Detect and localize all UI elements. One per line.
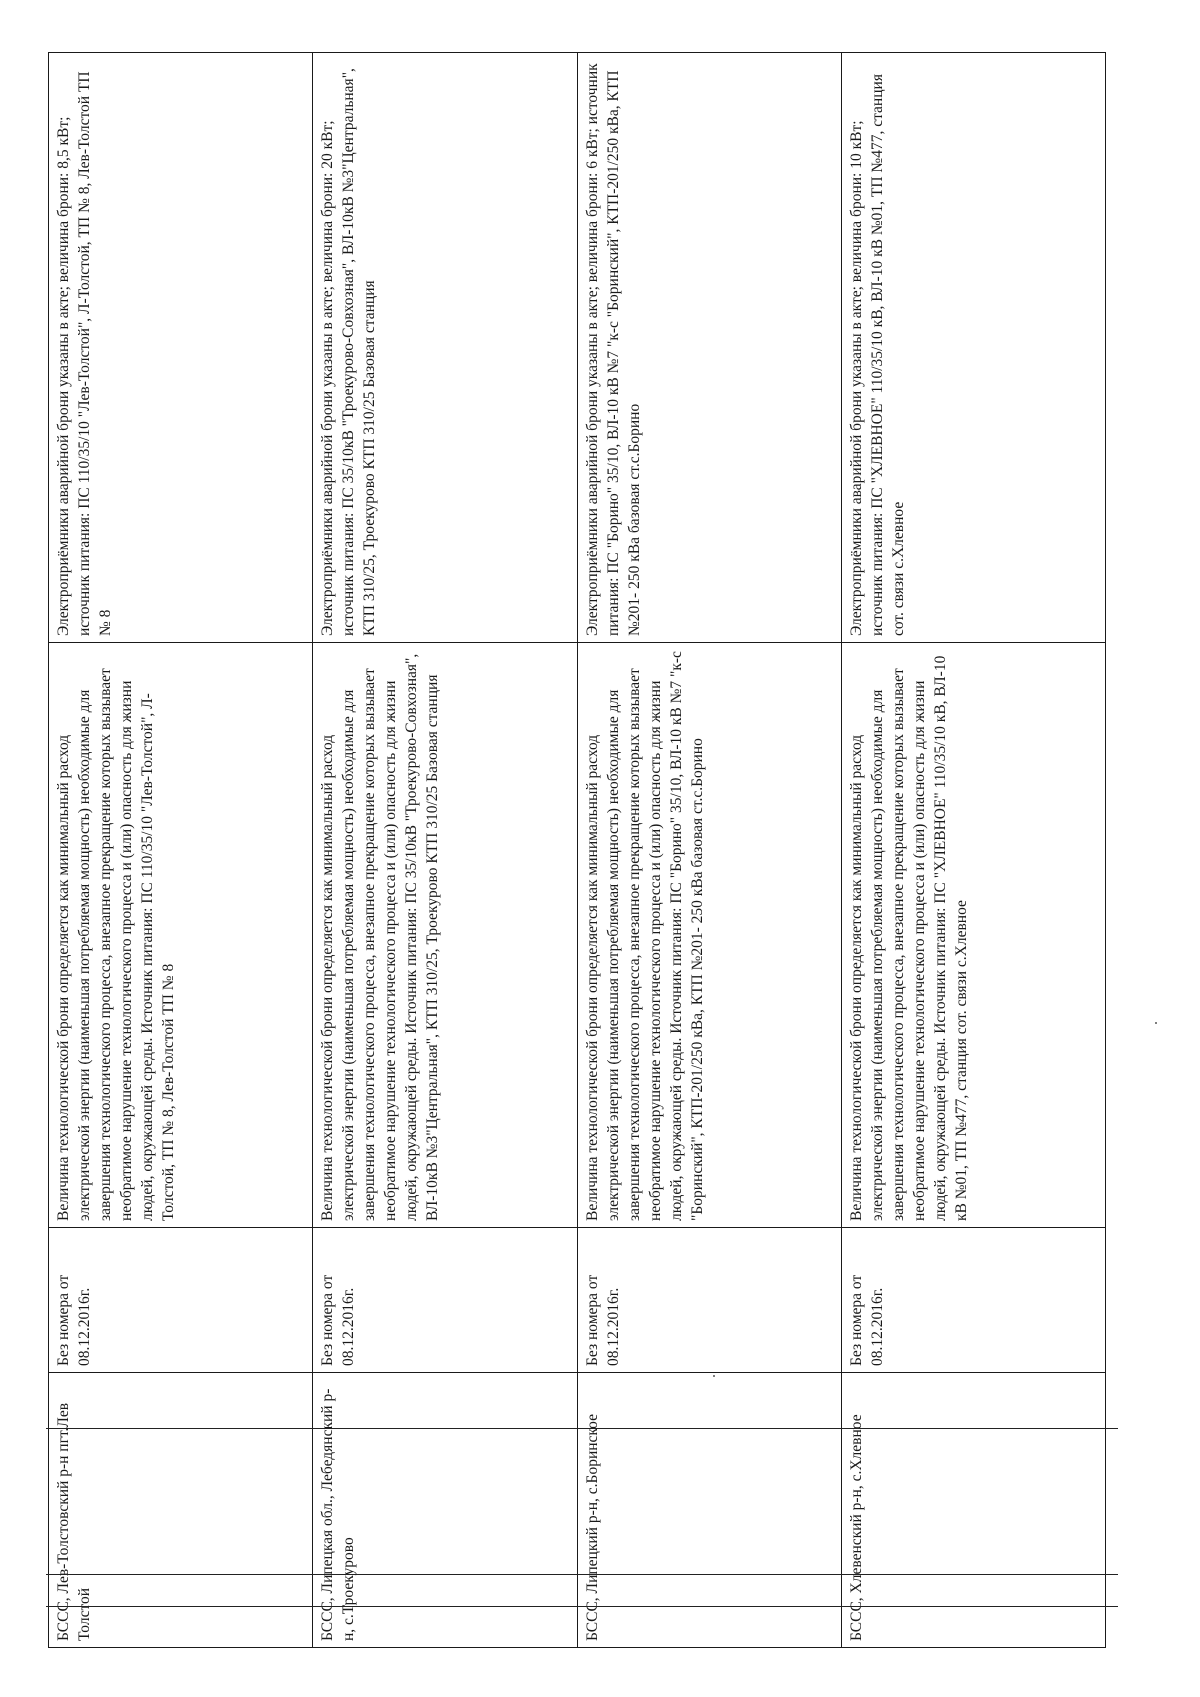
act-cell: Без номера от 08.12.2016г.: [577, 1228, 841, 1373]
scan-speck: [1155, 1022, 1157, 1024]
table-row: [577, 53, 841, 1648]
bottom-rule-3: [46, 1606, 1118, 1607]
scan-speck: [713, 1375, 715, 1377]
note-cell: Электроприёмники аварийной брони указаны в акте; величина брони: 6 кВт; источник питания: ПС "Борино" 35/10, ВЛ-10 кВ №7 "к-с "Боринский", КТП-201/250 кВа, КТП №201- 250 кВа базовая ст.с.Борино: [577, 53, 841, 643]
bottom-rule-1: [46, 1428, 1118, 1429]
description-cell: Величина технологической брони определяется как минимальный расход электрической энергии (наименьшая потребляемая мощность) необходимые для завершения технологического процесса, внезапное прекращение которых вызывает необратимое нарушение технологического процесса и (или) опасность для жизни людей, окружающей среды. Источник питания: ПС 35/10кВ "Троекурово-Совхозная", ВЛ-10кВ №3"Центральная", КТП 310/25, Троекурово КТП 310/25 Базовая станция: [313, 643, 577, 1228]
note-cell: Электроприёмники аварийной брони указаны в акте; величина брони: 10 кВт; источник питания: ПС "ХЛЕВНОЕ" 110/35/10 кВ, ВЛ-10 кВ №01, ТП №477, станция сот. связи с.Хлевное: [841, 53, 1105, 643]
object-cell: БССС, Хлевенский р-н, с.Хлевное: [841, 1373, 1105, 1648]
table-row: [313, 53, 577, 1648]
act-cell: Без номера от 08.12.2016г.: [313, 1228, 577, 1373]
table-row: [841, 53, 1105, 1648]
object-cell: БССС, Липецкий р-н, с.Боринское: [577, 1373, 841, 1648]
object-cell: БССС, Лев-Толстовский р-н пгт.Лев Толстой: [49, 1373, 313, 1648]
description-cell: Величина технологической брони определяется как минимальный расход электрической энергии (наименьшая потребляемая мощность) необходимые для завершения технологического процесса, внезапное прекращение которых вызывает необратимое нарушение технологического процесса и (или) опасность для жизни людей, окружающей среды. Источник питания: ПС "Борино" 35/10, ВЛ-10 кВ №7 "к-с "Боринский", КТП-201/250 кВа, КТП №201- 250 кВа базовая ст.с.Борино: [577, 643, 841, 1228]
act-cell: Без номера от 08.12.2016г.: [841, 1228, 1105, 1373]
act-cell: Без номера от 08.12.2016г.: [49, 1228, 313, 1373]
object-cell: БССС, Липецкая обл., Лебедянский р-н, с.Троекурово: [313, 1373, 577, 1648]
description-cell: Величина технологической брони определяется как минимальный расход электрической энергии (наименьшая потребляемая мощность) необходимые для завершения технологического процесса, внезапное прекращение которых вызывает необратимое нарушение технологического процесса и (или) опасность для жизни людей, окружающей среды. Источник питания: ПС 110/35/10 "Лев-Толстой", Л-Толстой, ТП № 8, Лев-Толстой ТП № 8: [49, 643, 313, 1228]
note-cell: Электроприёмники аварийной брони указаны в акте; величина брони: 8,5 кВт; источник питания: ПС 110/35/10 "Лев-Толстой", Л-Толстой, ТП № 8, Лев-Толстой ТП № 8: [49, 53, 313, 643]
description-cell: Величина технологической брони определяется как минимальный расход электрической энергии (наименьшая потребляемая мощность) необходимые для завершения технологического процесса, внезапное прекращение которых вызывает необратимое нарушение технологического процесса и (или) опасность для жизни людей, окружающей среды. Источник питания: ПС "ХЛЕВНОЕ" 110/35/10 кВ, ВЛ-10 кВ №01, ТП №477, станция сот. связи с.Хлевное: [841, 643, 1105, 1228]
note-cell: Электроприёмники аварийной брони указаны в акте; величина брони: 20 кВт; источник питания: ПС 35/10кВ "Троекурово-Совхозная", ВЛ-10кВ №3"Центральная", КТП 310/25, Троекурово КТП 310/25 Базовая станция: [313, 53, 577, 643]
emergency-reserve-table: [48, 52, 1106, 1648]
table-row: [49, 53, 313, 1648]
rotated-table-page: [48, 53, 1106, 1648]
bottom-rule-2: [46, 1574, 1118, 1575]
